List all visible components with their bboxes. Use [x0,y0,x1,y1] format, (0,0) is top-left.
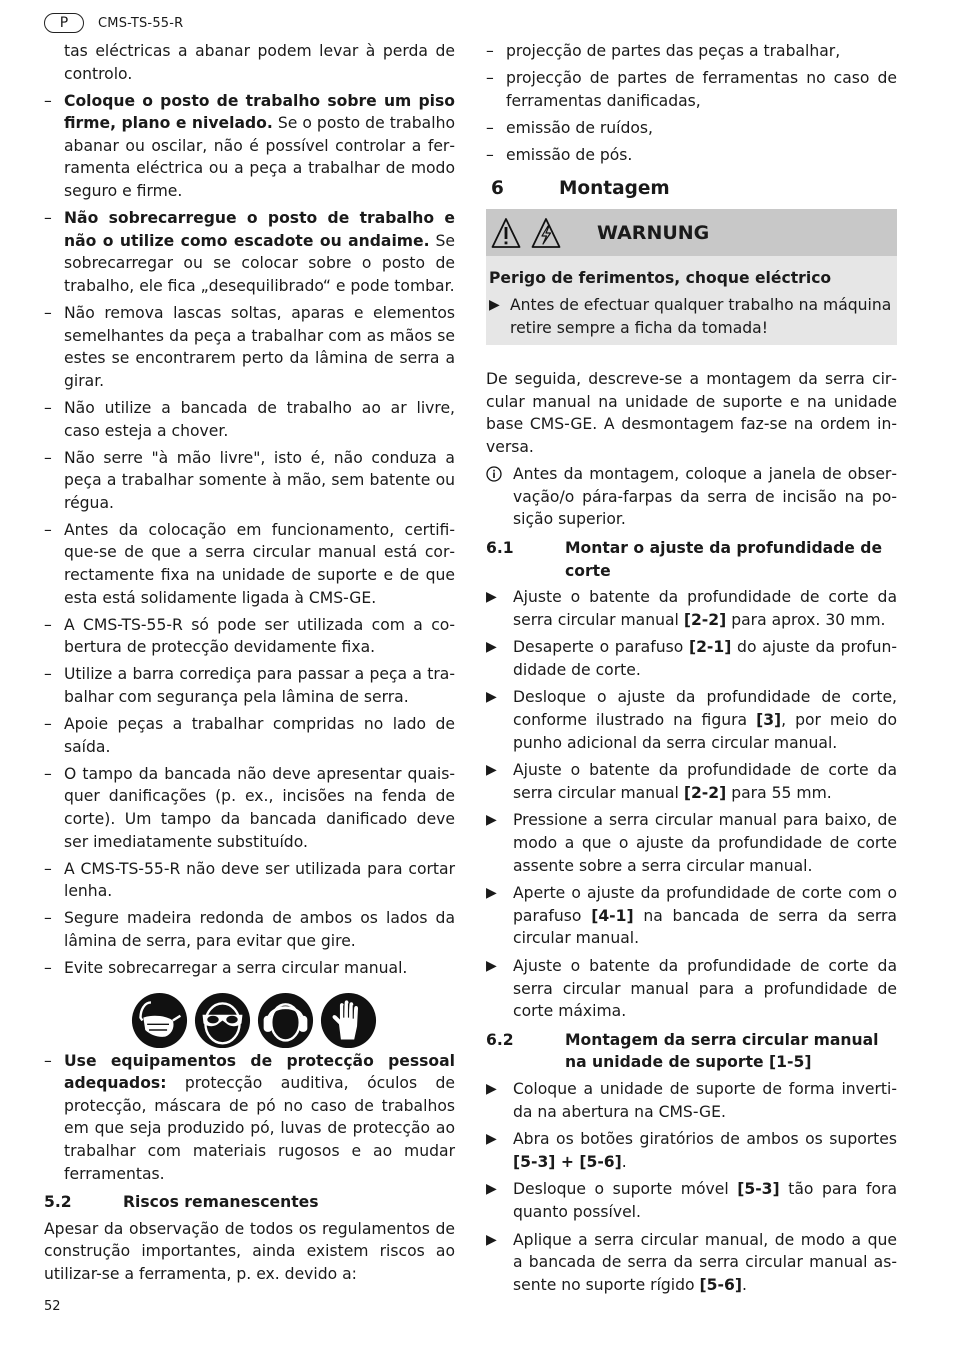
section-6-1-heading [486,537,897,582]
figure-reference: [4-1] [591,906,634,925]
right-column [486,40,897,1301]
list-item: – Não utilize a bancada de trabalho ao ar livre, caso esteja a chover. [44,398,455,440]
section-number: 6.2 [486,1030,514,1049]
step-item [486,1229,897,1297]
arrow-icon: ▶ [486,1181,497,1198]
list-item: – Coloque o posto de trabalho sobre um piso firme, plano e nivelado. Se o posto de trabalho abanar ou oscilar, não é possível controlar a ferramenta eléctrica ou a peça a trabalhar de modo seguro e firme. [44,91,455,201]
section-title: Montar o ajuste da profundidade de corte [565,538,883,580]
section-5-2-heading [44,1191,455,1214]
arrow-icon: ▶ [486,885,497,902]
info-text: Antes da montagem, coloque a janela de observação/o pára-farpas da serra de incisão na posição superior. [513,465,897,529]
warning-body [486,256,897,345]
figure-reference: [5-3] [737,1180,780,1199]
list-item: – Não serre "à mão livre", isto é, não conduza a peça a trabalhar somente à mão, sem batente ou régua. [44,448,455,512]
section-number: 5.2 [44,1193,72,1212]
list-item-text: Antes da colocação em funcionamento, certifique-se de que a serra circular manual está correctamente fixa na unidade de suporte e de que esta está solidamente ligada à CMS-GE. [64,520,455,607]
list-item-text: Evite sobrecarregar a serra circular manual. [64,959,408,978]
list-item: – Antes da colocação em funcionamento, certifique-se de que a serra circular manual está correctamente fixa na unidade de suporte e de que esta está solidamente ligada à CMS-GE. [44,520,455,607]
montagem-intro: De seguida, descreve-se a montagem da serra circular manual na unidade de suporte e na unidade base CMS-GE. A desmontagem faz-se na ordem inversa. [486,370,897,457]
risk-list [486,40,897,166]
page-number: 52 [44,1299,61,1314]
safety-goggles-icon [194,992,251,1049]
list-item: – Não sobrecarregue o posto de trabalho e não o utilize como escadote ou andaime. Se sobrecarregar ou se colocar sobre o posto de trabalho, ele fica „desequilibrado“ e pode tombar. [44,209,455,295]
dust-mask-icon [131,992,188,1049]
list-item: – Não remova lascas soltas, aparas e elementos semelhantes da peça a trabalhar com as mãos se estes se encontrarem perto da lâmina de serra a girar. [44,304,455,390]
section-title: Montagem da serra circular manual na unidade de suporte [1-5] [565,1030,879,1072]
step-text-end: para aprox. 30 mm. [726,610,886,629]
step-item [486,636,897,681]
list-item-text: A CMS-TS-55-R não deve ser utilizada para cortar lenha. [64,859,455,901]
step-text: Coloque a unidade de suporte de forma invertida na abertura na CMS-GE. [513,1079,897,1121]
risk-item: – emissão de pós. [486,145,633,164]
section-title: Montagem [559,178,670,200]
step-item [486,1128,897,1173]
risk-item: – projecção de partes das peças a trabalhar, [486,42,841,60]
section-5-2-text: Apesar da observação de todos os regulamentos de construção importantes, ainda existem riscos ao utilizar-se a ferramenta, p. ex. devido a: [44,1219,455,1283]
step-text: Ajuste o batente da profundidade de corte da serra circular manual para a profundidade de corte máxima. [513,957,897,1021]
arrow-icon: ▶ [486,1231,497,1248]
step-item [486,955,897,1023]
figure-reference: [2-1] [688,638,732,657]
figure-reference: [5-6] [699,1275,742,1294]
arrow-icon: ▶ [489,297,500,314]
risk-item: – emissão de ruídos, [486,118,654,137]
step-text: Pressione a serra circular manual para baixo, de modo a que o ajuste da profundidade de corte assente sobre a serra circular manual. [513,811,897,875]
step-item [486,809,897,877]
list-item: – Evite sobrecarregar a serra circular manual. [44,959,408,978]
model-name: CMS-TS-55-R [98,15,184,31]
warning-box [486,209,897,345]
safety-list [44,90,455,980]
list-item-text: Não remova lascas soltas, aparas e elementos semelhantes da peça a trabalhar com as mãos se estes se encontrarem perto da lâmina de serra a girar. [64,304,455,390]
figure-reference: [3] [756,711,782,730]
step-text: Desloque o ajuste da profundidade de corte, conforme ilustrado na figura [513,688,897,730]
risk-item-text: projecção de partes das peças a trabalhar, [506,42,841,60]
ppe-item-text: protecção auditiva, óculos de protecção, máscara de pó no caso de trabalhos em que seja produzido pó, luvas de protecção ao trabalhar com materiais rugosos e ao mudar ferramentas. [64,1074,455,1183]
step-text-end: tão para fora quanto possível. [513,1180,897,1221]
ear-protection-icon [257,992,314,1049]
ppe-item: – Use equipamentos de protecção pessoal adequados: protecção auditiva, óculos de protecção, máscara de pó no caso de trabalhos em que seja produzido pó, luvas de protecção ao trabalhar com materiais rugosos e ao mudar ferramentas. [44,1051,455,1183]
warning-item [489,294,893,339]
step-text: Ajuste o batente da profundidade de corte da serra circular manual [513,588,897,629]
list-item-bold: Não sobrecarregue o posto de trabalho e não o utilize como escadote ou andaime. [64,209,455,250]
step-text: Aperte o ajuste da profundidade de corte com o parafuso [513,884,897,925]
figure-reference: [5-3] + [5-6] [513,1152,622,1171]
arrow-icon: ▶ [486,639,497,656]
list-item-text: Se sobrecarregar ou se colocar sobre o posto de trabalho, ele fica „desequilibrado“ e pode tombar. [64,231,455,295]
arrow-icon: ▶ [486,762,497,779]
arrow-icon: ▶ [486,1131,497,1148]
step-text-end: na bancada de serra da serra circular manual. [513,906,897,948]
list-item: – O tampo da bancada não deve apresentar quaisquer danificações (p. ex., incisões na fenda de corte). Um tampo da bancada danificado deve ser imediatamente substituído. [44,764,455,851]
info-icon [486,466,502,482]
gloves-icon [320,992,377,1049]
list-item-text: Apoie peças a trabalhar compridas no lado de saída. [64,715,455,756]
ppe-icons [131,992,455,1050]
figure-reference: [2-2] [683,610,727,629]
step-text-end: . [621,1152,627,1171]
arrow-icon: ▶ [486,1080,497,1097]
page-header [44,12,183,34]
list-item-text: Se o posto de trabalho abanar ou oscilar, não é possível controlar a ferramenta eléctrica ou a peça a trabalhar de modo seguro e firme. [64,114,455,201]
step-item [486,759,897,804]
list-item-text: Não serre "à mão livre", isto é, não conduza a peça a trabalhar somente à mão, sem batente ou régua. [64,448,455,512]
section-title: Riscos remanescentes [123,1193,319,1212]
list-item: – Utilize a barra corrediça para passar a peça a trabalhar com segurança pela lâmina de serra. [44,665,455,707]
step-text: Aplique a serra circular manual, de modo a que a bancada de serra da serra circular manual assente no suporte rígido [513,1230,897,1294]
risk-item-text: emissão de pós. [506,145,633,164]
list-item-bold: Coloque o posto de trabalho sobre um piso firme, plano e nivelado. [64,91,455,133]
section-6-heading [486,178,897,199]
step-item [486,686,897,754]
language-badge: P [44,13,84,33]
step-text: Desloque o suporte móvel [513,1180,738,1199]
step-text-end: , por meio do punho adicional da serra circular manual. [513,711,897,752]
step-text-end: . [741,1275,747,1294]
warning-title: Perigo de ferimentos, choque eléctrico [489,269,832,288]
list-item: – Apoie peças a trabalhar compridas no lado de saída. [44,715,455,756]
step-item [486,882,897,950]
step-item [486,1078,897,1123]
list-item-text: O tampo da bancada não deve apresentar quaisquer danificações (p. ex., incisões na fenda de corte). Um tampo da bancada danificado deve ser imediatamente substituído. [64,764,455,851]
ppe-item-bold: Use equipamentos de protecção pessoal adequados: [64,1051,455,1093]
figure-reference: [2-2] [683,783,727,802]
list-item: – A CMS-TS-55-R não deve ser utilizada para cortar lenha. [44,859,455,901]
left-column [44,40,455,1290]
warning-triangle-icon [491,217,521,249]
step-item [486,586,897,631]
steps-6-2 [486,1078,897,1296]
steps-6-1 [486,586,897,1023]
risk-item-text: projecção de partes de ferramentas no caso de ferramentas danificadas, [506,69,897,110]
step-text: Desaperte o parafuso [513,638,689,657]
warning-label: WARNUNG [597,221,710,244]
list-item: – A CMS-TS-55-R só pode ser utilizada com a cobertura de protecção devidamente fixa. [44,615,455,657]
list-item-text: Não utilize a bancada de trabalho ao ar livre, caso esteja a chover. [64,398,455,440]
warning-header [486,209,897,256]
step-text: Ajuste o batente da profundidade de corte da serra circular manual [513,761,897,802]
risk-item: – projecção de partes de ferramentas no caso de ferramentas danificadas, [486,69,897,110]
risk-item-text: emissão de ruídos, [506,118,654,137]
step-item [486,1178,897,1223]
section-number: 6 [491,178,504,200]
list-item-text: Utilize a barra corrediça para passar a peça a trabalhar com segurança pela lâmina de serra. [64,665,455,707]
warning-item-text: Antes de efectuar qualquer trabalho na máquina retire sempre a ficha da tomada! [510,296,892,337]
arrow-icon: ▶ [486,812,497,829]
section-number: 6.1 [486,538,514,557]
list-item: – Segure madeira redonda de ambos os lados da lâmina de serra, para evitar que gire. [44,909,455,950]
section-6-2-heading [486,1029,897,1074]
step-text-end: do ajuste da profundidade de corte. [513,638,897,679]
step-text: Abra os botões giratórios de ambos os suportes [513,1130,897,1149]
list-item-text: Segure madeira redonda de ambos os lados da lâmina de serra, para evitar que gire. [64,909,455,950]
continued-paragraph: tas eléctricas a abanar podem levar à perda de controlo. [64,42,455,83]
arrow-icon: ▶ [486,589,497,606]
info-note [486,463,897,531]
arrow-icon: ▶ [486,689,497,706]
arrow-icon: ▶ [486,958,497,974]
step-text-end: para 55 mm. [726,783,832,802]
electric-shock-icon [531,217,561,249]
list-item-text: A CMS-TS-55-R só pode ser utilizada com a cobertura de protecção devidamente fixa. [64,615,455,657]
